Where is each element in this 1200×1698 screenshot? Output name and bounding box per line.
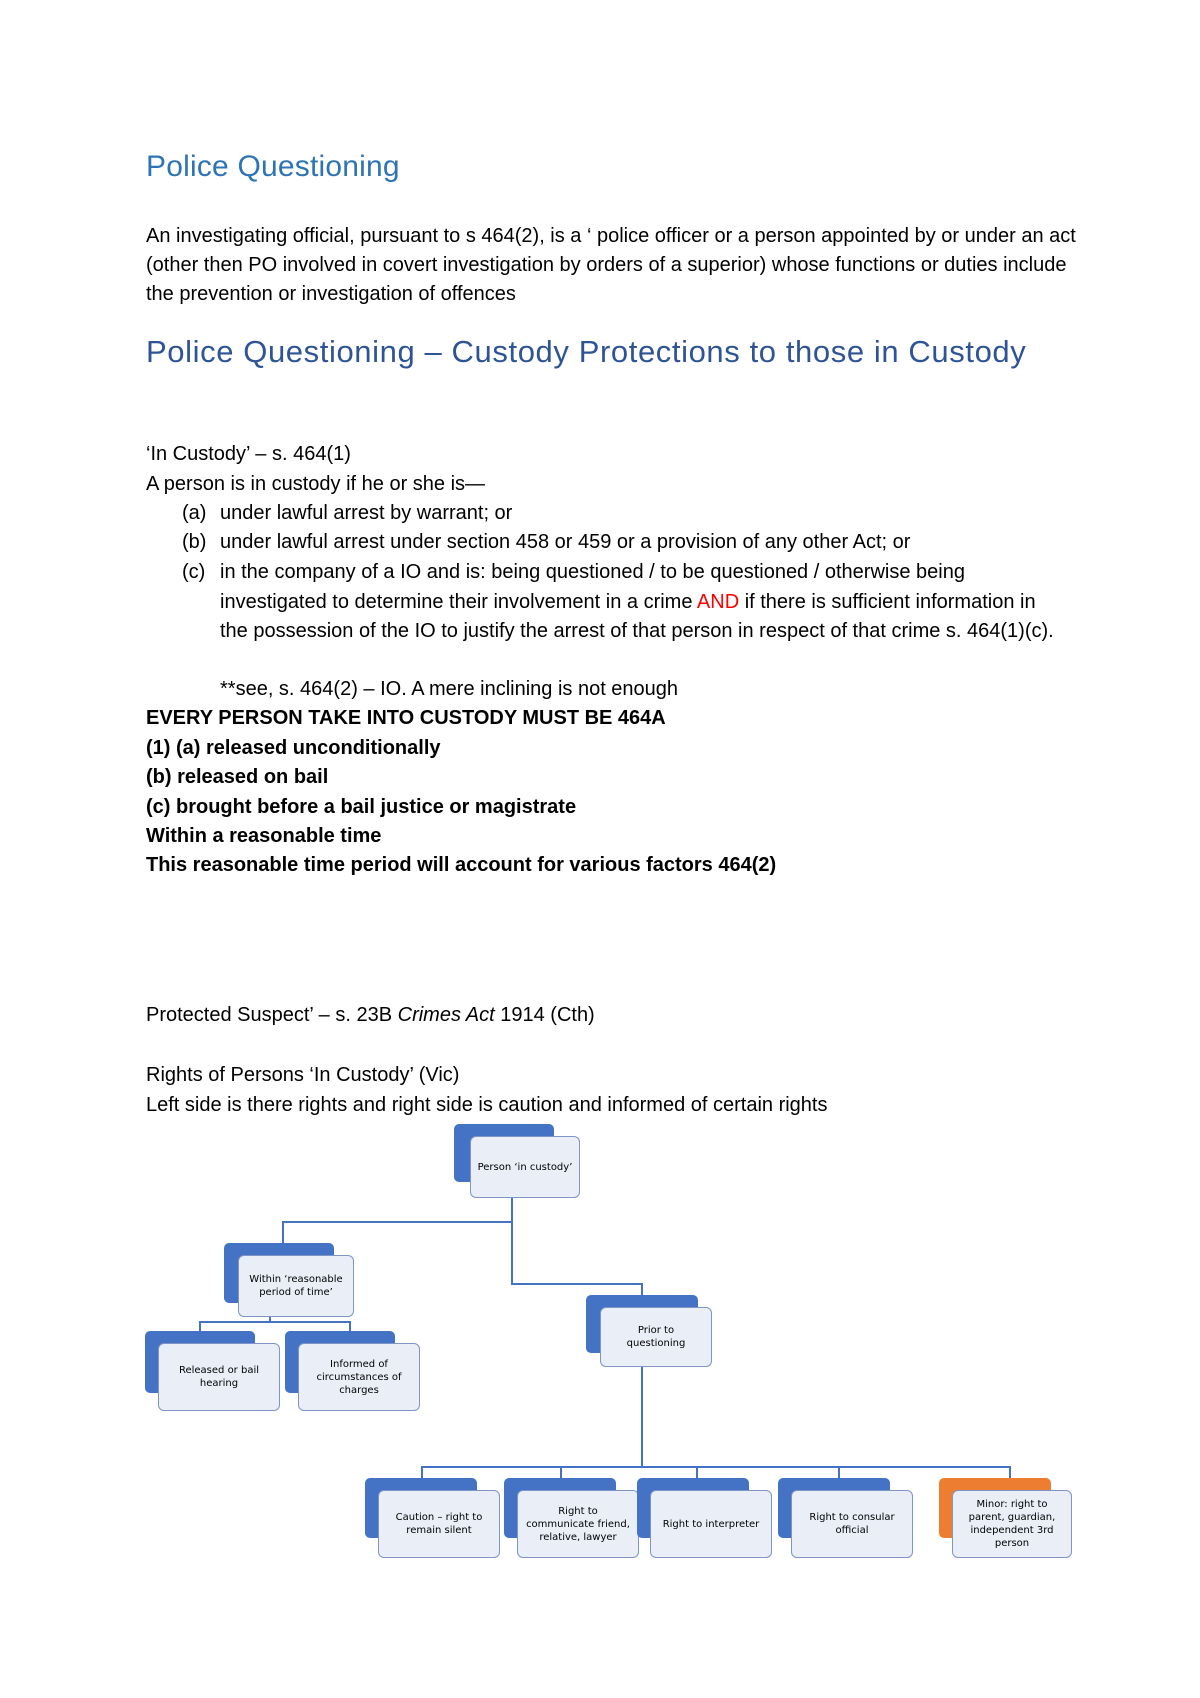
list-text: under lawful arrest by warrant; or xyxy=(220,502,513,524)
node-label: Right to interpreter xyxy=(650,1490,772,1558)
custody-lead: A person is in custody if he or she is— xyxy=(146,473,486,495)
node-label: Released or bail hearing xyxy=(158,1343,280,1411)
list-text xyxy=(220,558,1055,647)
list-text: under lawful arrest under section 458 or 459 or a provision of any other Act; or xyxy=(220,531,911,553)
list-text-before: in the company of a IO and is: being questioned / to be questioned / otherwise being investigated to determine their involvement in a crime xyxy=(220,561,965,613)
connector xyxy=(696,1466,698,1478)
node-label: Minor: right to parent, guardian, independent 3rd person xyxy=(952,1490,1072,1558)
node-label: Prior to questioning xyxy=(600,1307,712,1367)
bold-line: (1) (a) released unconditionally xyxy=(146,737,441,759)
bold-line: Within a reasonable time xyxy=(146,825,382,847)
connector xyxy=(641,1367,643,1467)
node-label: Right to consular official xyxy=(791,1490,913,1558)
connector xyxy=(199,1321,201,1331)
bold-line: (c) brought before a bail justice or magistrate xyxy=(146,796,577,818)
protected-suspect-line xyxy=(146,1001,595,1030)
list-marker: (a) xyxy=(182,502,207,524)
connector xyxy=(511,1283,643,1285)
section-heading: Police Questioning – Custody Protections to those in Custody xyxy=(146,334,1027,369)
intro-paragraph: An investigating official, pursuant to s 464(2), is a ‘ police officer or a person appointed by or under an act (other then PO involved in covert investigation by orders of a superior) whose functions or duties include the prevention or investigation of offences xyxy=(146,225,1076,305)
page-title: Police Questioning xyxy=(146,150,400,183)
list-marker: (b) xyxy=(182,531,207,553)
rights-title: Rights of Persons ‘In Custody’ (Vic) xyxy=(146,1064,460,1086)
connector xyxy=(560,1466,562,1478)
connector xyxy=(421,1466,1011,1468)
connector xyxy=(199,1321,351,1323)
node-label: Informed of circumstances of charges xyxy=(298,1343,420,1411)
and-highlight: AND xyxy=(696,590,740,613)
act-name: Crimes Act xyxy=(397,1004,495,1026)
connector xyxy=(1009,1466,1011,1478)
protected-suspect-prefix: Protected Suspect’ – s. 23B xyxy=(146,1004,398,1026)
rights-subtitle: Left side is there rights and right side is caution and informed of certain rights xyxy=(146,1094,828,1116)
custody-title: ‘In Custody’ – s. 464(1) xyxy=(146,443,351,465)
list-text-after: if there is sufficient information in the possession of the IO to justify the arrest of that person in respect of that crime s. 464(1)(c). xyxy=(220,590,1054,642)
connector xyxy=(282,1221,284,1243)
connector xyxy=(421,1466,423,1478)
connector xyxy=(282,1221,513,1223)
bold-line: (b) released on bail xyxy=(146,766,329,788)
connector xyxy=(349,1321,351,1331)
connector xyxy=(641,1283,643,1295)
list-marker: (c) xyxy=(182,561,206,583)
protected-suspect-suffix: 1914 (Cth) xyxy=(494,1004,595,1026)
bold-line: This reasonable time period will account for various factors 464(2) xyxy=(146,854,777,876)
node-label: Right to communicate friend, relative, lawyer xyxy=(517,1490,639,1558)
connector xyxy=(838,1466,840,1478)
bold-line: EVERY PERSON TAKE INTO CUSTODY MUST BE 464A xyxy=(146,707,666,729)
node-label: Caution – right to remain silent xyxy=(378,1490,500,1558)
node-label: Person ‘in custody’ xyxy=(470,1136,580,1198)
see-note: **see, s. 464(2) – IO. A mere inclining is not enough xyxy=(220,678,679,700)
node-label: Within ‘reasonable period of time’ xyxy=(238,1255,354,1317)
